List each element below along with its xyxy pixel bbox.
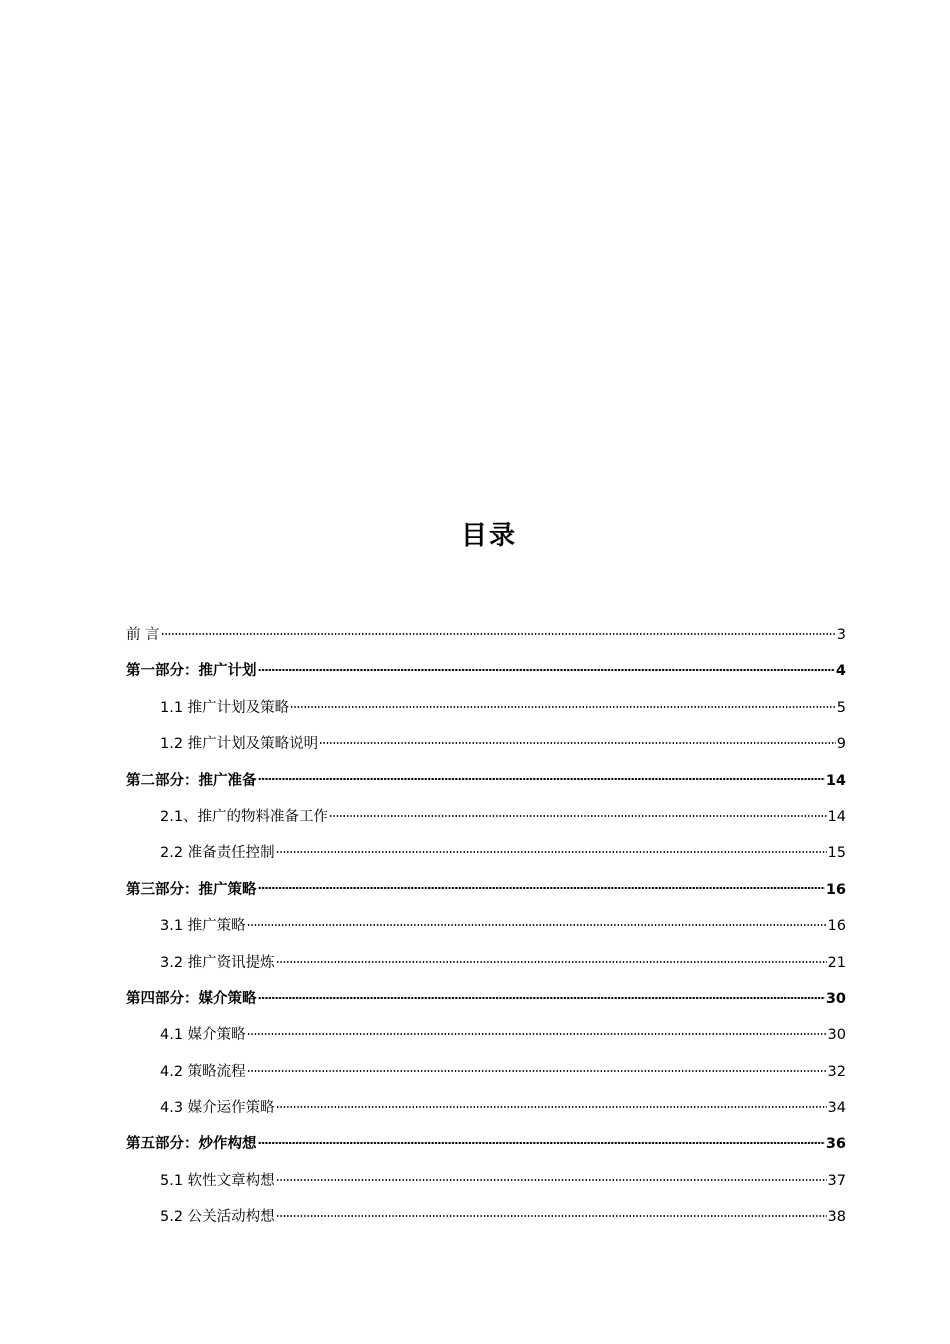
toc-entry-text: 4.3 媒介运作策略 xyxy=(160,1100,275,1117)
toc-entry-page: 30 xyxy=(827,1027,846,1044)
toc-entry-text: 第一部分：推广计划 xyxy=(126,663,257,680)
toc-entry-part-2[interactable] xyxy=(126,763,846,799)
dot-leader xyxy=(276,1106,827,1108)
toc-entry-page: 30 xyxy=(825,990,846,1007)
dot-leader xyxy=(258,1142,825,1145)
toc-entry-page: 9 xyxy=(836,736,846,753)
toc-entry-page: 37 xyxy=(827,1172,846,1189)
toc-entry-page: 15 xyxy=(827,845,846,862)
dot-leader xyxy=(319,742,836,744)
toc-entry-text: 第二部分：推广准备 xyxy=(126,772,257,789)
dot-leader xyxy=(329,815,826,817)
dot-leader xyxy=(258,996,825,999)
toc-entry-part-1[interactable] xyxy=(126,653,846,689)
toc-entry-page: 21 xyxy=(827,954,846,971)
toc-entry-text: 第四部分：媒介策略 xyxy=(126,990,257,1007)
toc-entry-page: 4 xyxy=(835,663,846,680)
dot-leader xyxy=(276,1215,827,1217)
dot-leader xyxy=(276,1179,827,1181)
toc-entry-text: 4.2 策略流程 xyxy=(160,1063,246,1080)
toc-entry-text: 3.1 推广策略 xyxy=(160,918,246,935)
toc-entry-page: 16 xyxy=(825,881,846,898)
dot-leader xyxy=(247,1033,827,1035)
toc-entry-4-2[interactable] xyxy=(126,1054,846,1090)
toc-entry-1-1[interactable] xyxy=(126,690,846,726)
dot-leader xyxy=(258,778,825,781)
toc-entry-page: 32 xyxy=(827,1063,846,1080)
toc-entry-page: 14 xyxy=(827,808,846,825)
dot-leader xyxy=(258,669,835,672)
toc-entry-1-2[interactable] xyxy=(126,726,846,762)
dot-leader xyxy=(161,633,836,635)
toc-entry-page: 14 xyxy=(825,772,846,789)
toc-entry-page: 3 xyxy=(836,627,846,643)
toc-entry-text: 前 言 xyxy=(126,627,160,643)
toc-entry-4-1[interactable] xyxy=(126,1017,846,1053)
toc-entry-text: 5.2 公关活动构想 xyxy=(160,1209,275,1226)
dot-leader xyxy=(276,851,827,853)
dot-leader xyxy=(247,1070,827,1072)
toc-entry-text: 1.2 推广计划及策略说明 xyxy=(160,736,319,753)
toc-entry-5-1[interactable] xyxy=(126,1163,846,1199)
toc-entry-text: 第三部分：推广策略 xyxy=(126,881,257,898)
toc-entry-4-3[interactable] xyxy=(126,1090,846,1126)
toc-entry-part-4[interactable] xyxy=(126,981,846,1017)
toc-entry-text: 1.1 推广计划及策略 xyxy=(160,699,290,716)
toc-entry-text: 4.1 媒介策略 xyxy=(160,1027,246,1044)
toc-entry-3-1[interactable] xyxy=(126,908,846,944)
dot-leader xyxy=(258,887,825,890)
toc-entry-page: 16 xyxy=(827,918,846,935)
toc-entry-page: 34 xyxy=(827,1100,846,1117)
dot-leader xyxy=(247,924,827,926)
toc-entry-5-2[interactable] xyxy=(126,1199,846,1235)
dot-leader xyxy=(290,706,836,708)
toc-entry-page: 36 xyxy=(825,1136,846,1153)
toc-entry-page: 5 xyxy=(836,699,846,716)
toc-entry-preface[interactable] xyxy=(126,617,846,653)
toc-entry-2-2[interactable] xyxy=(126,835,846,871)
toc-entry-2-1[interactable] xyxy=(126,799,846,835)
toc-entry-page: 38 xyxy=(827,1209,846,1226)
dot-leader xyxy=(276,961,827,963)
toc-entry-part-3[interactable] xyxy=(126,872,846,908)
toc-entry-text: 5.1 软性文章构想 xyxy=(160,1172,275,1189)
toc-entry-part-5[interactable] xyxy=(126,1126,846,1162)
toc-entry-text: 3.2 推广资讯提炼 xyxy=(160,954,275,971)
page-title: 目录 xyxy=(460,521,517,551)
toc-entry-3-2[interactable] xyxy=(126,945,846,981)
table-of-contents xyxy=(126,617,846,1236)
toc-entry-text: 2.2 准备责任控制 xyxy=(160,845,275,862)
toc-entry-text: 第五部分：炒作构想 xyxy=(126,1136,257,1153)
toc-entry-text: 2.1、推广的物料准备工作 xyxy=(160,808,329,825)
